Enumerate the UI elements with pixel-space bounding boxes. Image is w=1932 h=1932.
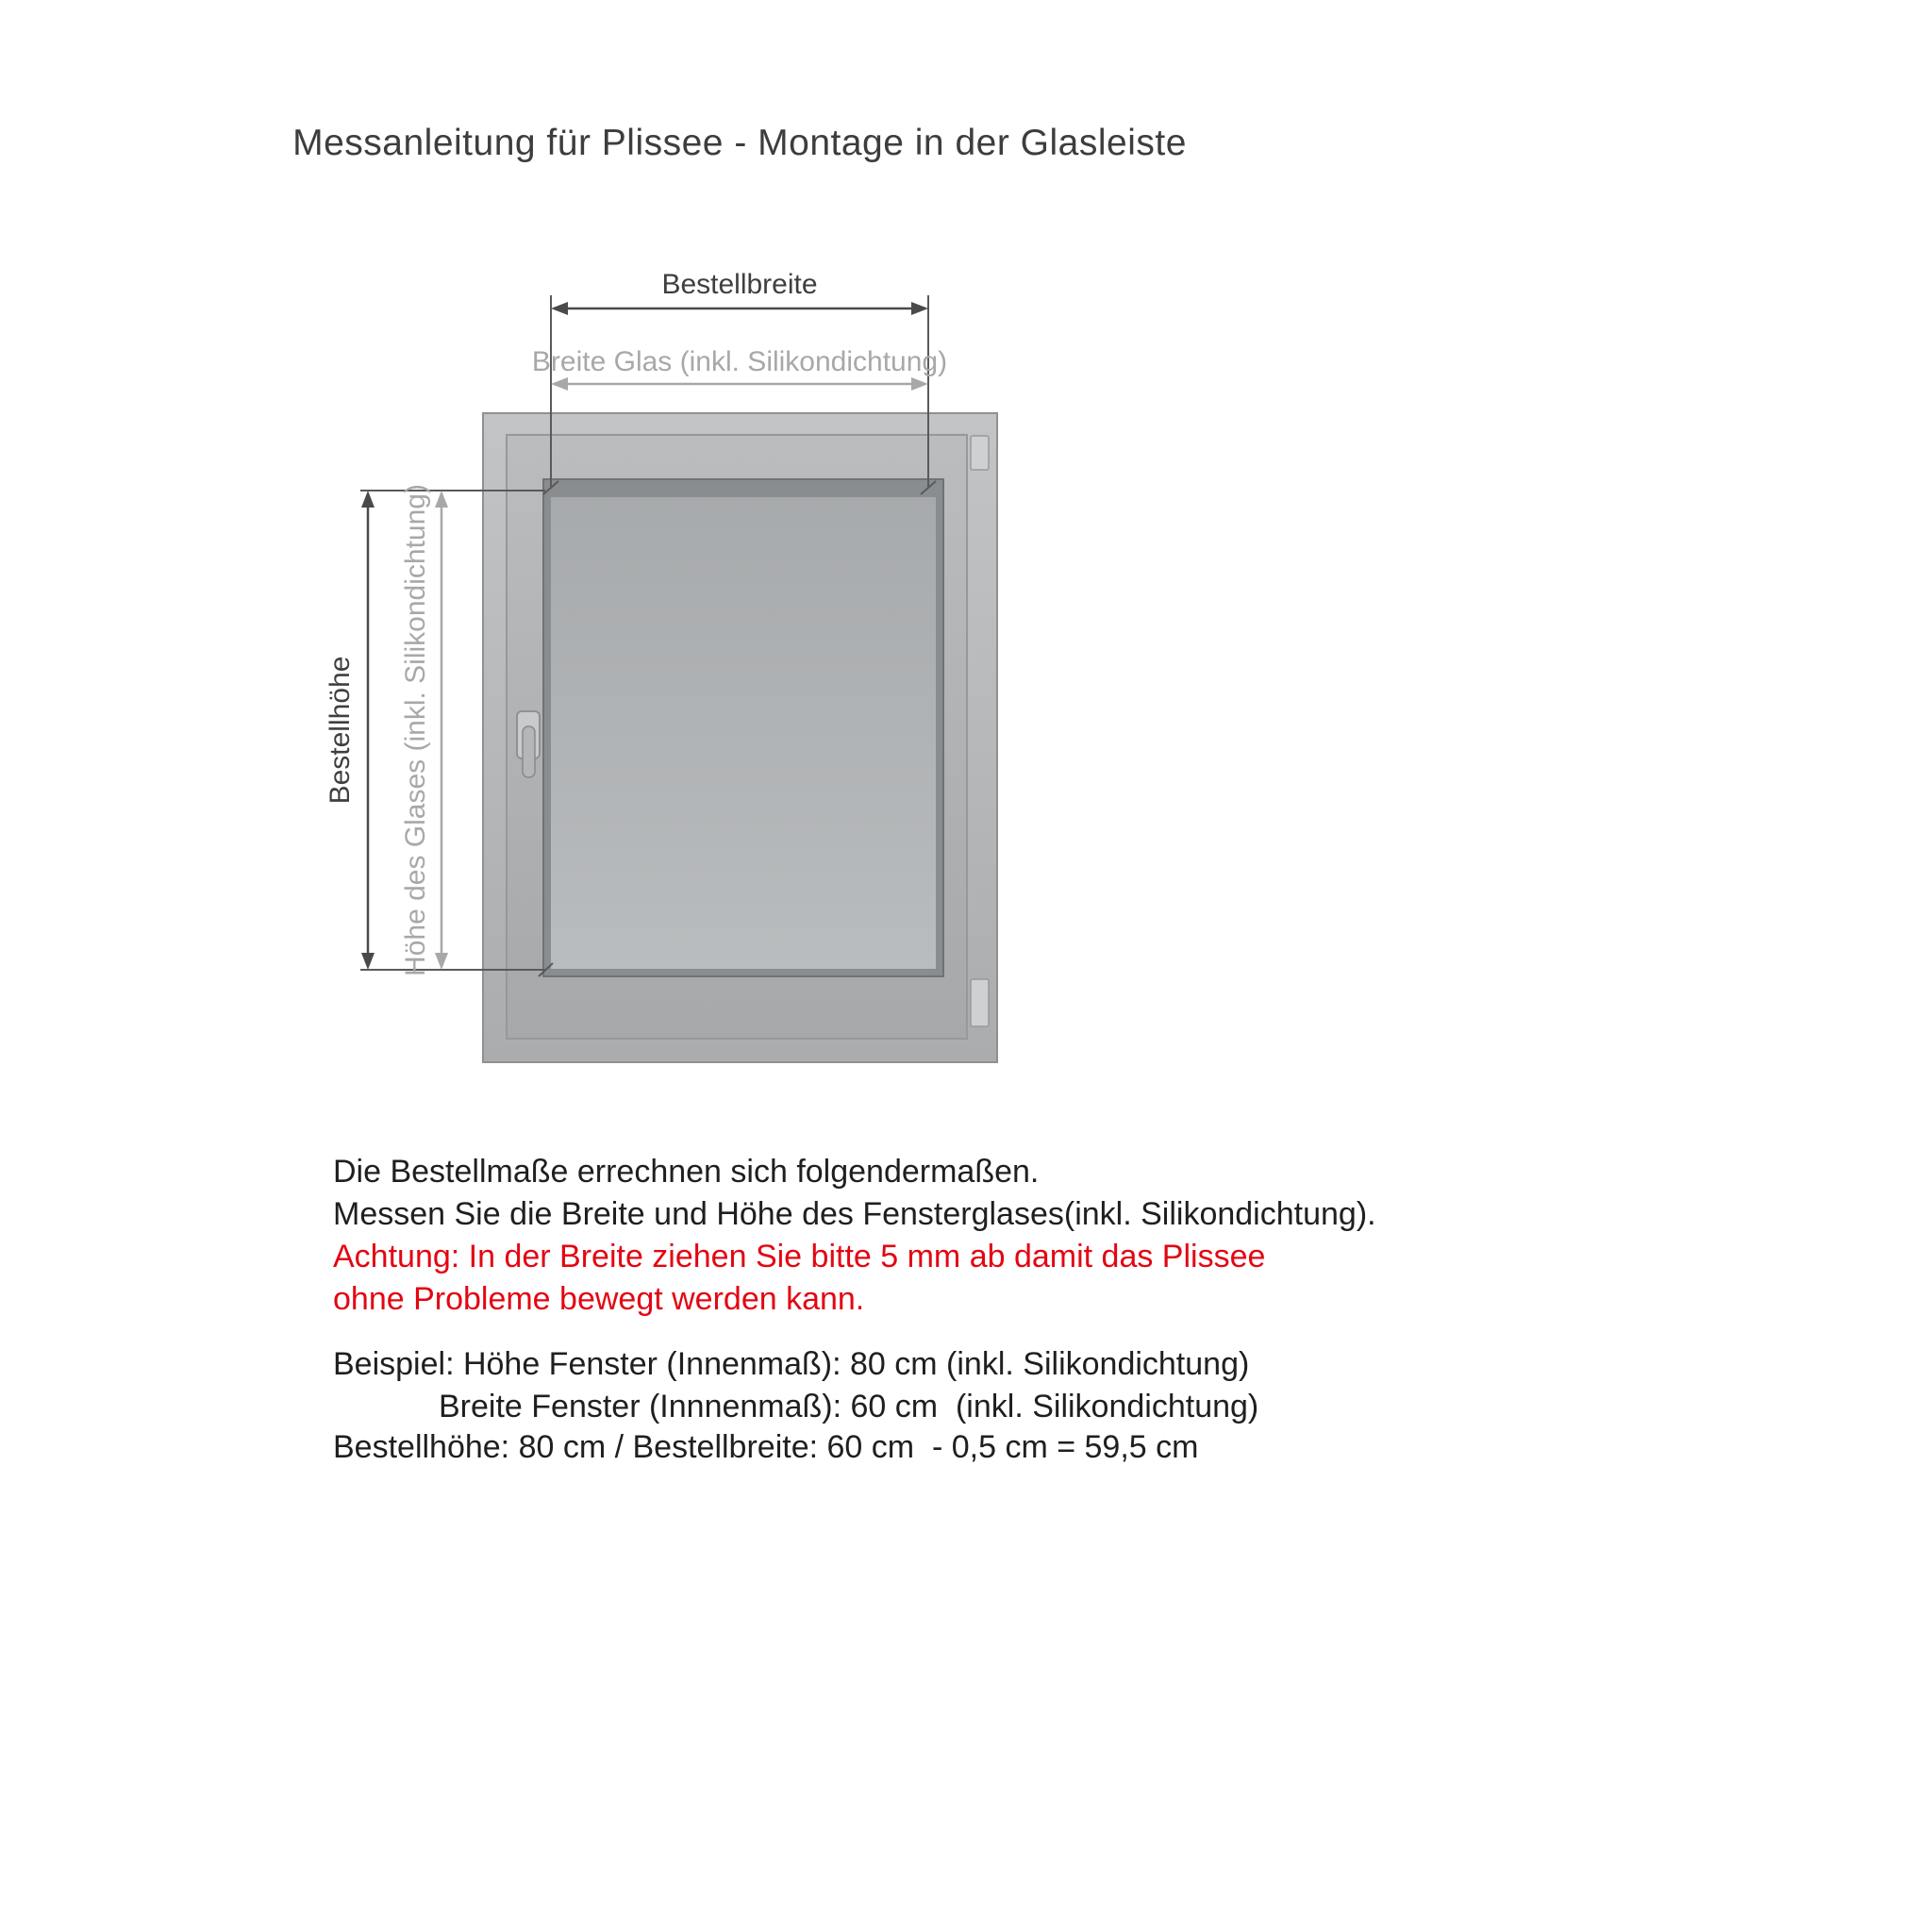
example-line-3: Bestellhöhe: 80 cm / Bestellbreite: 60 cm - 0,5 cm = 59,5 cm xyxy=(333,1429,1199,1465)
page-title: Messanleitung für Plissee - Montage in der Glasleiste xyxy=(292,123,1187,163)
dimension-arrow-glass-height xyxy=(435,491,448,970)
window-hinge-bottom xyxy=(971,979,989,1026)
order-width-label: Bestellbreite xyxy=(661,269,818,300)
dimension-arrow-order-height xyxy=(361,491,375,970)
window-illustration xyxy=(483,413,997,1062)
example-line-1: Beispiel: Höhe Fenster (Innenmaß): 80 cm (inkl. Silikondichtung) xyxy=(333,1346,1250,1382)
instructions-line-2: Messen Sie die Breite und Höhe des Fensterglases(inkl. Silikondichtung). xyxy=(333,1196,1376,1232)
glass-pane xyxy=(551,497,936,969)
glass-height-label: Höhe des Glases (inkl. Silikondichtung) xyxy=(400,484,431,976)
window-hinge-top xyxy=(971,436,989,470)
instructions-line-1: Die Bestellmaße errechnen sich folgendermaßen. xyxy=(333,1154,1040,1190)
glass-width-label: Breite Glas (inkl. Silikondichtung) xyxy=(531,346,948,377)
warning-line-2: ohne Probleme bewegt werden kann. xyxy=(333,1281,865,1317)
window-handle-lever xyxy=(523,726,535,777)
dimension-arrow-glass-width xyxy=(551,377,928,391)
dimension-arrow-order-width xyxy=(551,302,928,315)
example-line-2: Breite Fenster (Innnenmaß): 60 cm (inkl. Silikondichtung) xyxy=(439,1389,1259,1424)
warning-line-1: Achtung: In der Breite ziehen Sie bitte 5 mm ab damit das Plissee xyxy=(333,1239,1266,1274)
order-height-label: Bestellhöhe xyxy=(325,656,356,805)
